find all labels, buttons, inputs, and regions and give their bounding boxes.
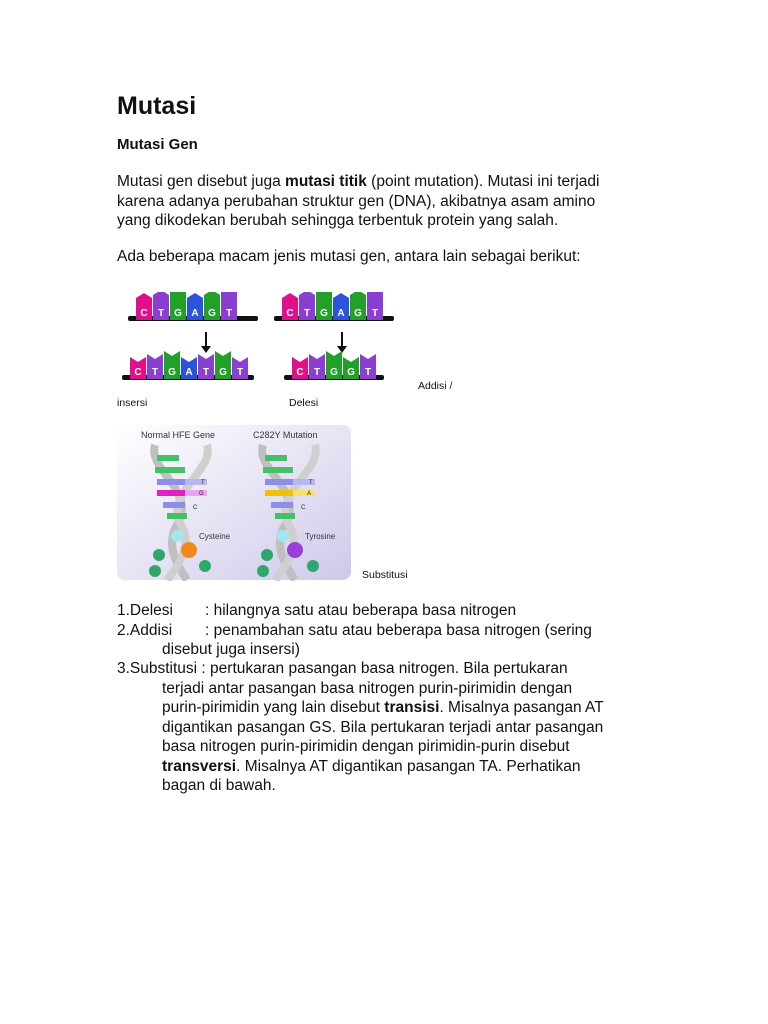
addisi-top-strand xyxy=(136,292,237,320)
base-letter: G xyxy=(320,308,328,319)
base-letter: T xyxy=(313,367,321,378)
hfe-mutation-figure xyxy=(117,425,353,581)
mutation-base-a: A xyxy=(307,491,312,497)
substitusi-line-4: digantikan pasangan GS. Bila pertukaran terjadi antar pasangan xyxy=(162,719,604,736)
mutation-base-a-box xyxy=(293,490,315,496)
kinds-intro: Ada beberapa macam jenis mutasi gen, antara lain sebagai berikut: xyxy=(117,248,581,265)
list-item-addisi-label: 2.Addisi xyxy=(117,622,173,639)
base-letter: G xyxy=(168,367,176,378)
substitusi-line-7: bagan di bawah. xyxy=(162,777,276,794)
normal-bead-3 xyxy=(199,560,211,572)
base-letter: G xyxy=(347,367,355,378)
substitusi-line-3: purin-pirimidin yang lain disebut transisi. Misalnya pasangan AT xyxy=(162,699,604,716)
intro-paragraph xyxy=(117,172,677,231)
base-letter: G xyxy=(208,308,216,319)
cysteine-molecule xyxy=(181,542,197,558)
normal-base-pair-4 xyxy=(157,490,185,496)
normal-base-pair-3 xyxy=(157,479,185,485)
base-letter: A xyxy=(337,308,345,319)
hfe-mutation-label: C282Y Mutation xyxy=(253,430,318,440)
base-letter: G xyxy=(174,308,182,319)
mutation-bead-2 xyxy=(257,565,269,577)
section-subtitle: Mutasi Gen xyxy=(117,136,198,153)
base-letter: T xyxy=(202,367,210,378)
normal-base-g-box xyxy=(185,490,207,496)
mutation-base-pair-6 xyxy=(275,513,295,519)
normal-base-pair-5 xyxy=(163,502,185,508)
tyrosine-molecule xyxy=(287,542,303,558)
page-title: Mutasi xyxy=(117,92,197,120)
intro-line-2: karena adanya perubahan struktur gen (DNA), akibatnya asam amino xyxy=(117,192,596,210)
normal-base-t: T xyxy=(201,480,205,486)
normal-base-pair-6 xyxy=(167,513,187,519)
term-transisi: transisi xyxy=(384,699,440,716)
base-letter: T xyxy=(371,308,379,319)
list-item-delesi xyxy=(117,601,516,621)
base-letter: C xyxy=(134,367,142,378)
intro-line-1: Mutasi gen disebut juga mutasi titik (point mutation). Mutasi ini terjadi xyxy=(117,173,600,190)
base-letter: A xyxy=(191,308,199,319)
normal-base-pair-1 xyxy=(157,455,179,461)
mutation-base-c: C xyxy=(301,505,306,511)
list-item-substitusi: 3.Substitusi : pertukaran pasangan basa nitrogen. Bila pertukaran xyxy=(117,660,568,677)
term-mutasi-titik: mutasi titik xyxy=(285,173,367,190)
mutation-bead-1 xyxy=(261,549,273,561)
base-letter: T xyxy=(236,367,244,378)
addisi-bottom-strand xyxy=(130,351,248,379)
caption-addisi-part2: insersi xyxy=(117,397,148,409)
mutation-base-pair-5 xyxy=(271,502,293,508)
caption-addisi-part1: Addisi / xyxy=(418,380,453,392)
delesi-bottom-strand xyxy=(292,351,376,379)
tyrosine-label: Tyrosine xyxy=(305,532,336,541)
addisi-figure xyxy=(118,292,266,390)
caption-delesi: Delesi xyxy=(289,397,319,409)
normal-node xyxy=(171,530,183,542)
normal-bead-2 xyxy=(149,565,161,577)
base-letter: T xyxy=(303,308,311,319)
substitusi-line-2: terjadi antar pasangan basa nitrogen purin-pirimidin dengan xyxy=(162,680,573,697)
list-item-addisi-text: : penambahan satu atau beberapa basa nitrogen (sering xyxy=(205,622,592,639)
base-letter: C xyxy=(140,308,148,319)
list-item-delesi-label: 1.Delesi xyxy=(117,602,173,619)
mutation-base-t: T xyxy=(309,480,313,486)
normal-bead-1 xyxy=(153,549,165,561)
caption-substitusi: Substitusi xyxy=(362,569,408,581)
base-letter: T xyxy=(151,367,159,378)
base-letter: G xyxy=(330,367,338,378)
intro-line-3: yang dikodekan berubah sehingga terbentuk protein yang salah. xyxy=(117,212,559,230)
delesi-figure xyxy=(272,292,398,390)
mutation-bead-3 xyxy=(307,560,319,572)
base-letter: C xyxy=(286,308,294,319)
mutation-base-pair-4 xyxy=(265,490,293,496)
base-letter: T xyxy=(364,367,372,378)
substitusi-line-6: transversi. Misalnya AT digantikan pasangan TA. Perhatikan xyxy=(162,758,581,775)
list-item-addisi-cont: disebut juga insersi) xyxy=(162,641,300,658)
substitusi-line-5: basa nitrogen purin-pirimidin dengan pirimidin-purin disebut xyxy=(162,738,570,755)
addisi-arrow-icon xyxy=(201,346,211,353)
base-letter: T xyxy=(157,308,165,319)
mutation-node xyxy=(277,530,289,542)
list-item-addisi xyxy=(117,621,592,641)
base-letter: A xyxy=(185,367,193,378)
term-transversi: transversi xyxy=(162,758,237,775)
mutation-base-pair-1 xyxy=(265,455,287,461)
base-letter: G xyxy=(219,367,227,378)
hfe-normal-label: Normal HFE Gene xyxy=(141,430,216,440)
normal-base-c: C xyxy=(193,505,198,511)
base-letter: C xyxy=(296,367,304,378)
base-letter: T xyxy=(225,308,233,319)
mutation-base-pair-3 xyxy=(265,479,293,485)
normal-base-g: G xyxy=(199,491,204,497)
mutation-base-pair-2 xyxy=(263,467,293,473)
base-letter: G xyxy=(354,308,362,319)
normal-base-pair-2 xyxy=(155,467,185,473)
list-item-delesi-text: : hilangnya satu atau beberapa basa nitrogen xyxy=(205,602,517,619)
cysteine-label: Cysteine xyxy=(199,532,231,541)
delesi-top-strand xyxy=(282,292,383,320)
